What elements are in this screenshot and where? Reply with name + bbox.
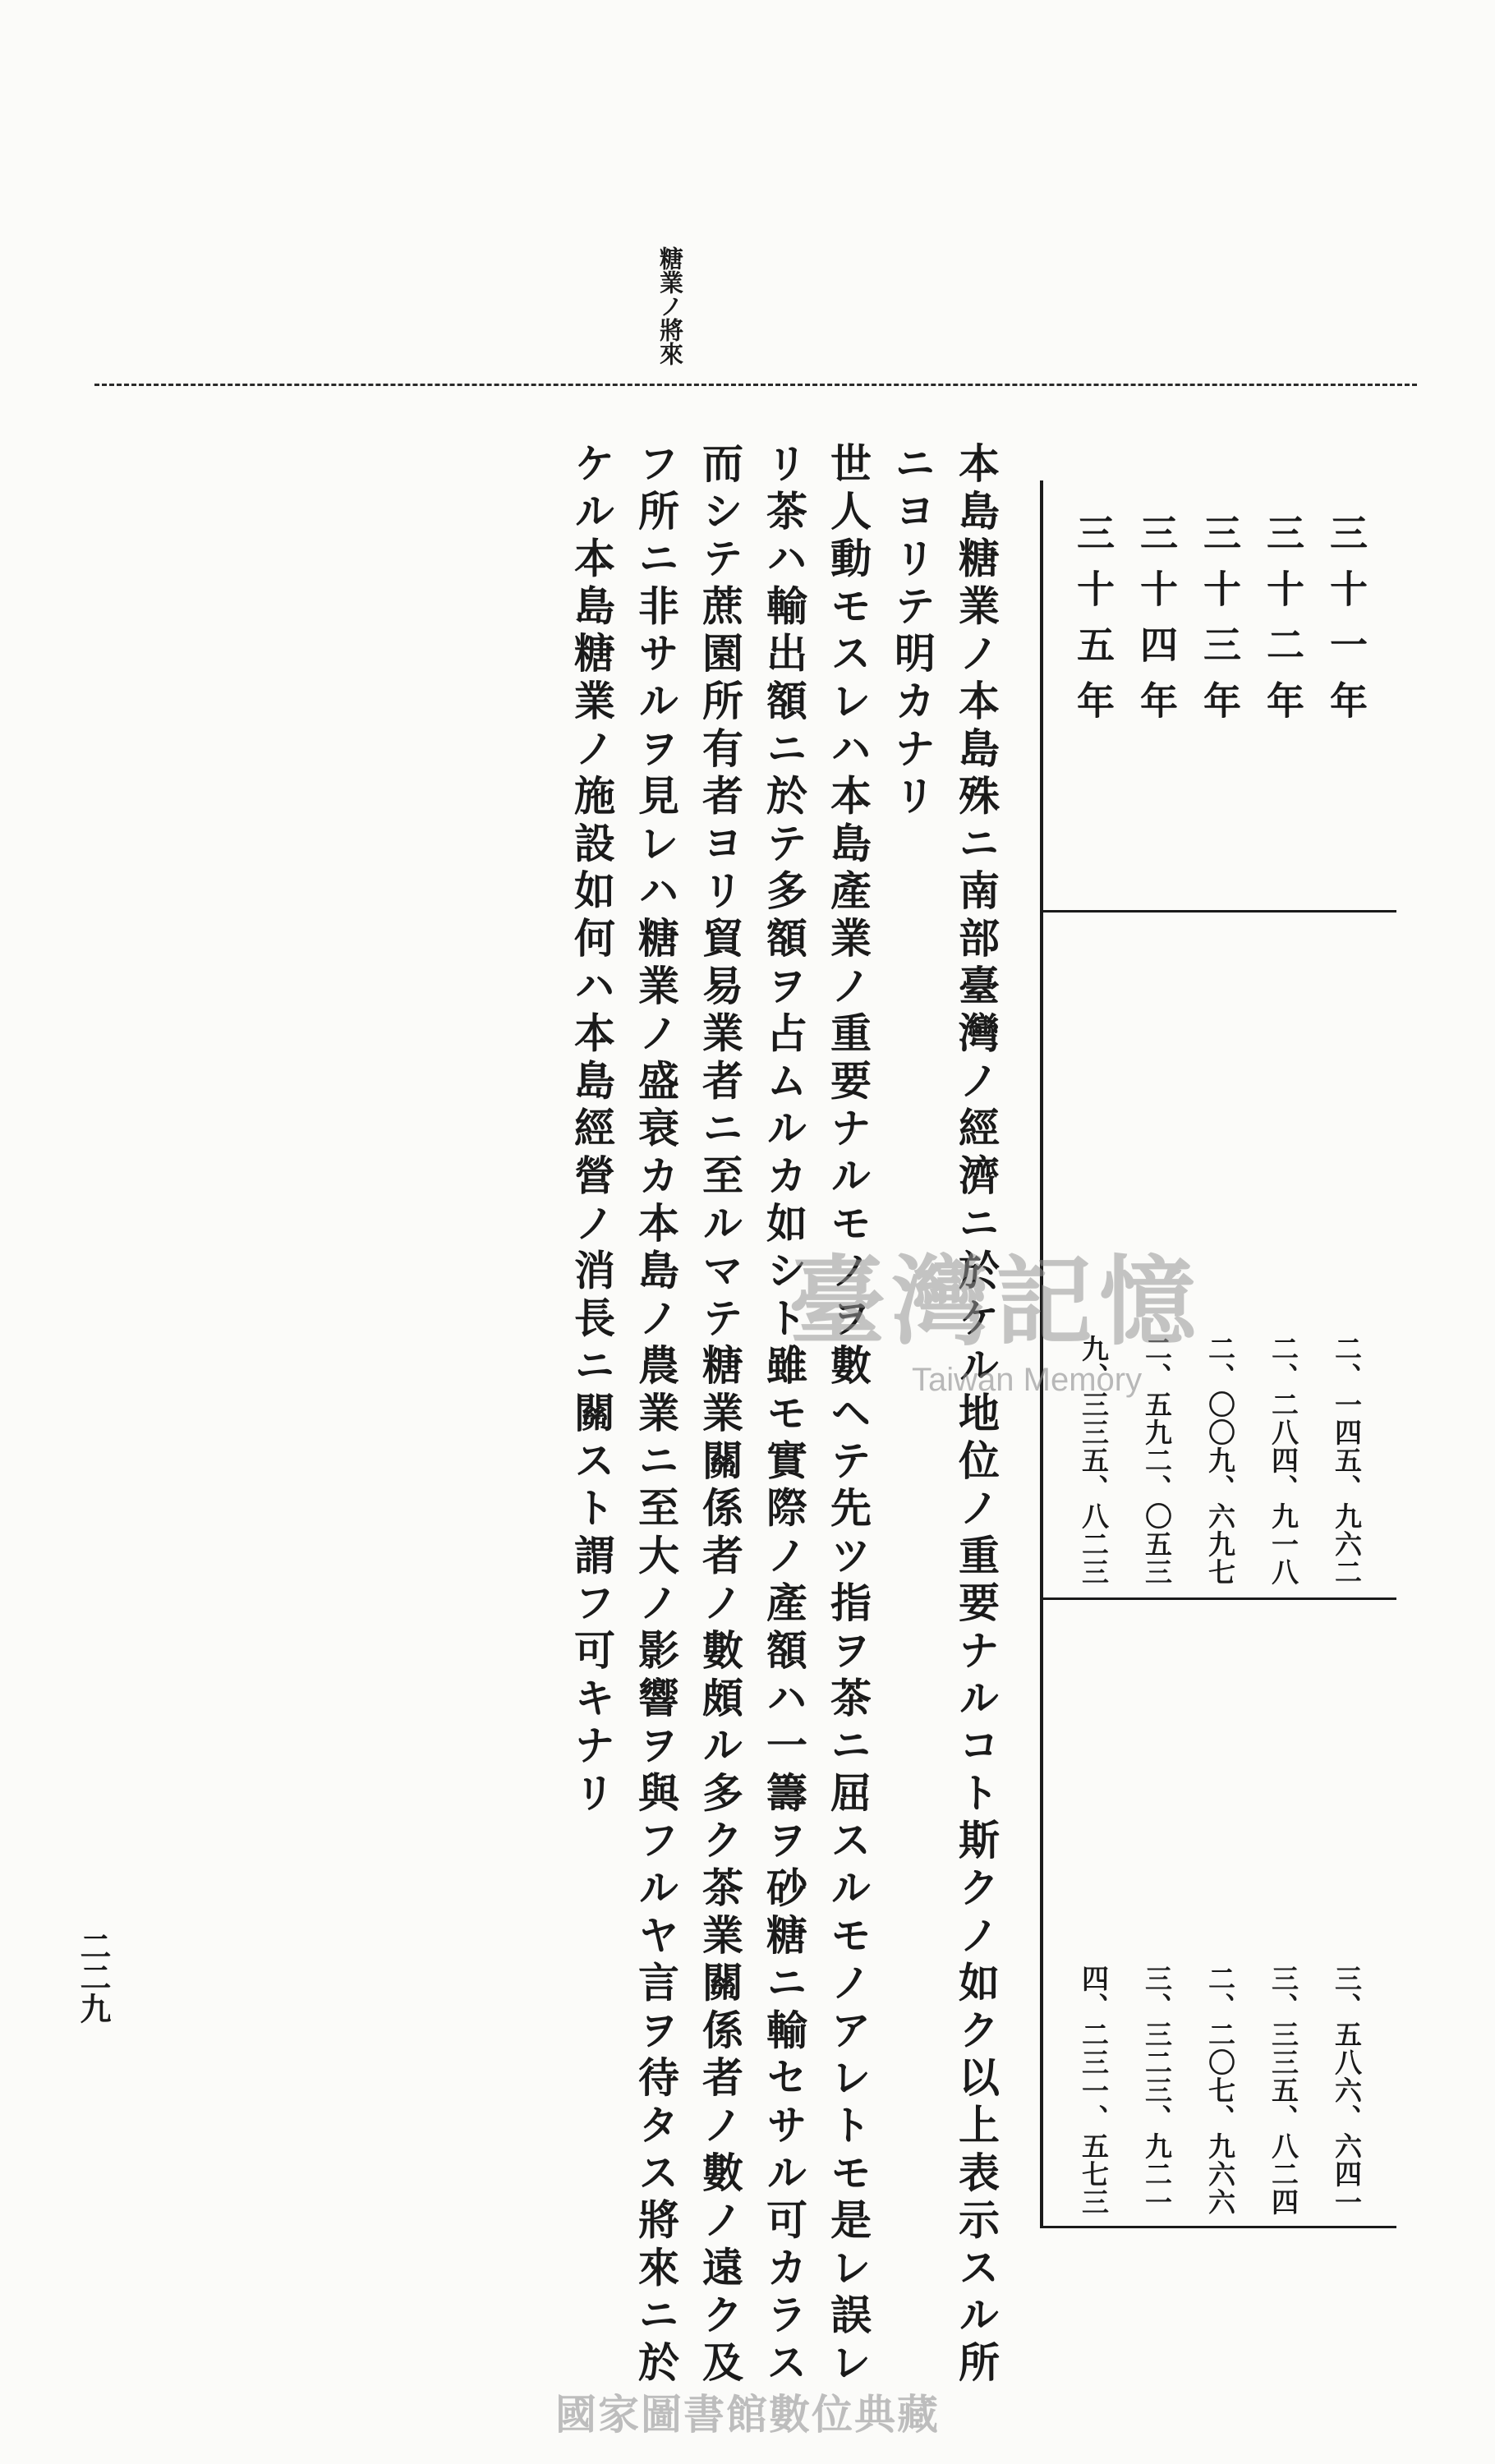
body-text-column: 世人動モスレハ本島產業ノ重要ナルモノヲ數ヘテ先ツ指ヲ茶ニ屈スルモノアレトモ是レ誤レ: [824, 442, 872, 2388]
table-value-cell: 九、三三五、八二三: [1078, 1335, 1110, 1586]
watermark: [789, 1224, 1281, 1413]
body-text-column: ニヨリテ明カナリ: [888, 442, 936, 822]
table-year-cell: 三十一年: [1324, 513, 1368, 737]
watermark-subtitle: Taiwan Memory: [912, 1362, 1143, 1398]
watermark-text: 臺灣記憶: [789, 1244, 1203, 1358]
body-text-column: フ所ニ非サルヲ見レハ糖業ノ盛衰カ本島ノ農業ニ至大ノ影響ヲ與フルヤ言ヲ待タス將來ニ於: [632, 442, 680, 2388]
table-value-cell: 二、〇〇九、六九七: [1204, 1335, 1236, 1586]
body-text-column: リ茶ハ輸出額ニ於テ多額ヲ占ムルカ如シト雖モ實際ノ產額ハ一籌ヲ砂糖ニ輸セサル可カラス: [760, 442, 808, 2388]
body-text-column: 而シテ蔗園所有者ヨリ貿易業者ニ至ルマテ糖業關係者ノ數頗ル多ク茶業關係者ノ數ノ遠ク及: [696, 442, 744, 2388]
table-value-cell: 四、二三一、五七三: [1078, 1965, 1110, 2216]
table-value-cell: 二、二八四、九一八: [1267, 1335, 1300, 1586]
page-number: 二二九: [75, 1930, 112, 2024]
table-value-cell: 二、五九二、〇五三: [1141, 1335, 1173, 1586]
table-year-cell: 三十二年: [1261, 513, 1305, 737]
body-text-column: 本島糖業ノ本島殊ニ南部臺灣ノ經濟ニ於ケル地位ノ重要ナルコト斯クノ如ク以上表示スル所: [952, 442, 1000, 2388]
header-rule: [94, 384, 1417, 386]
footer-credit: 國家圖書館數位典藏: [555, 2390, 940, 2439]
table-value-cell: 三、三三五、八二四: [1267, 1965, 1300, 2216]
body-text-column: ケル本島糖業ノ施設如何ハ本島經營ノ消長ニ關スト謂フ可キナリ: [568, 442, 616, 1819]
table-value-cell: 三、三二三、九二一: [1141, 1965, 1173, 2216]
table-value-cell: 三、五八六、六四一: [1331, 1965, 1363, 2216]
table-year-cell: 三十三年: [1198, 513, 1242, 737]
table-value-cell: 二、二〇七、九六六: [1204, 1965, 1236, 2216]
running-head: 糖業ノ將來: [656, 246, 684, 365]
table-year-cell: 三十四年: [1134, 513, 1179, 737]
table-rule: [1040, 910, 1396, 913]
table-rule: [1040, 2226, 1396, 2228]
table-rule: [1040, 1597, 1396, 1600]
table-year-cell: 三十五年: [1071, 513, 1116, 737]
table-value-cell: 二、一四五、九六二: [1331, 1335, 1363, 1586]
